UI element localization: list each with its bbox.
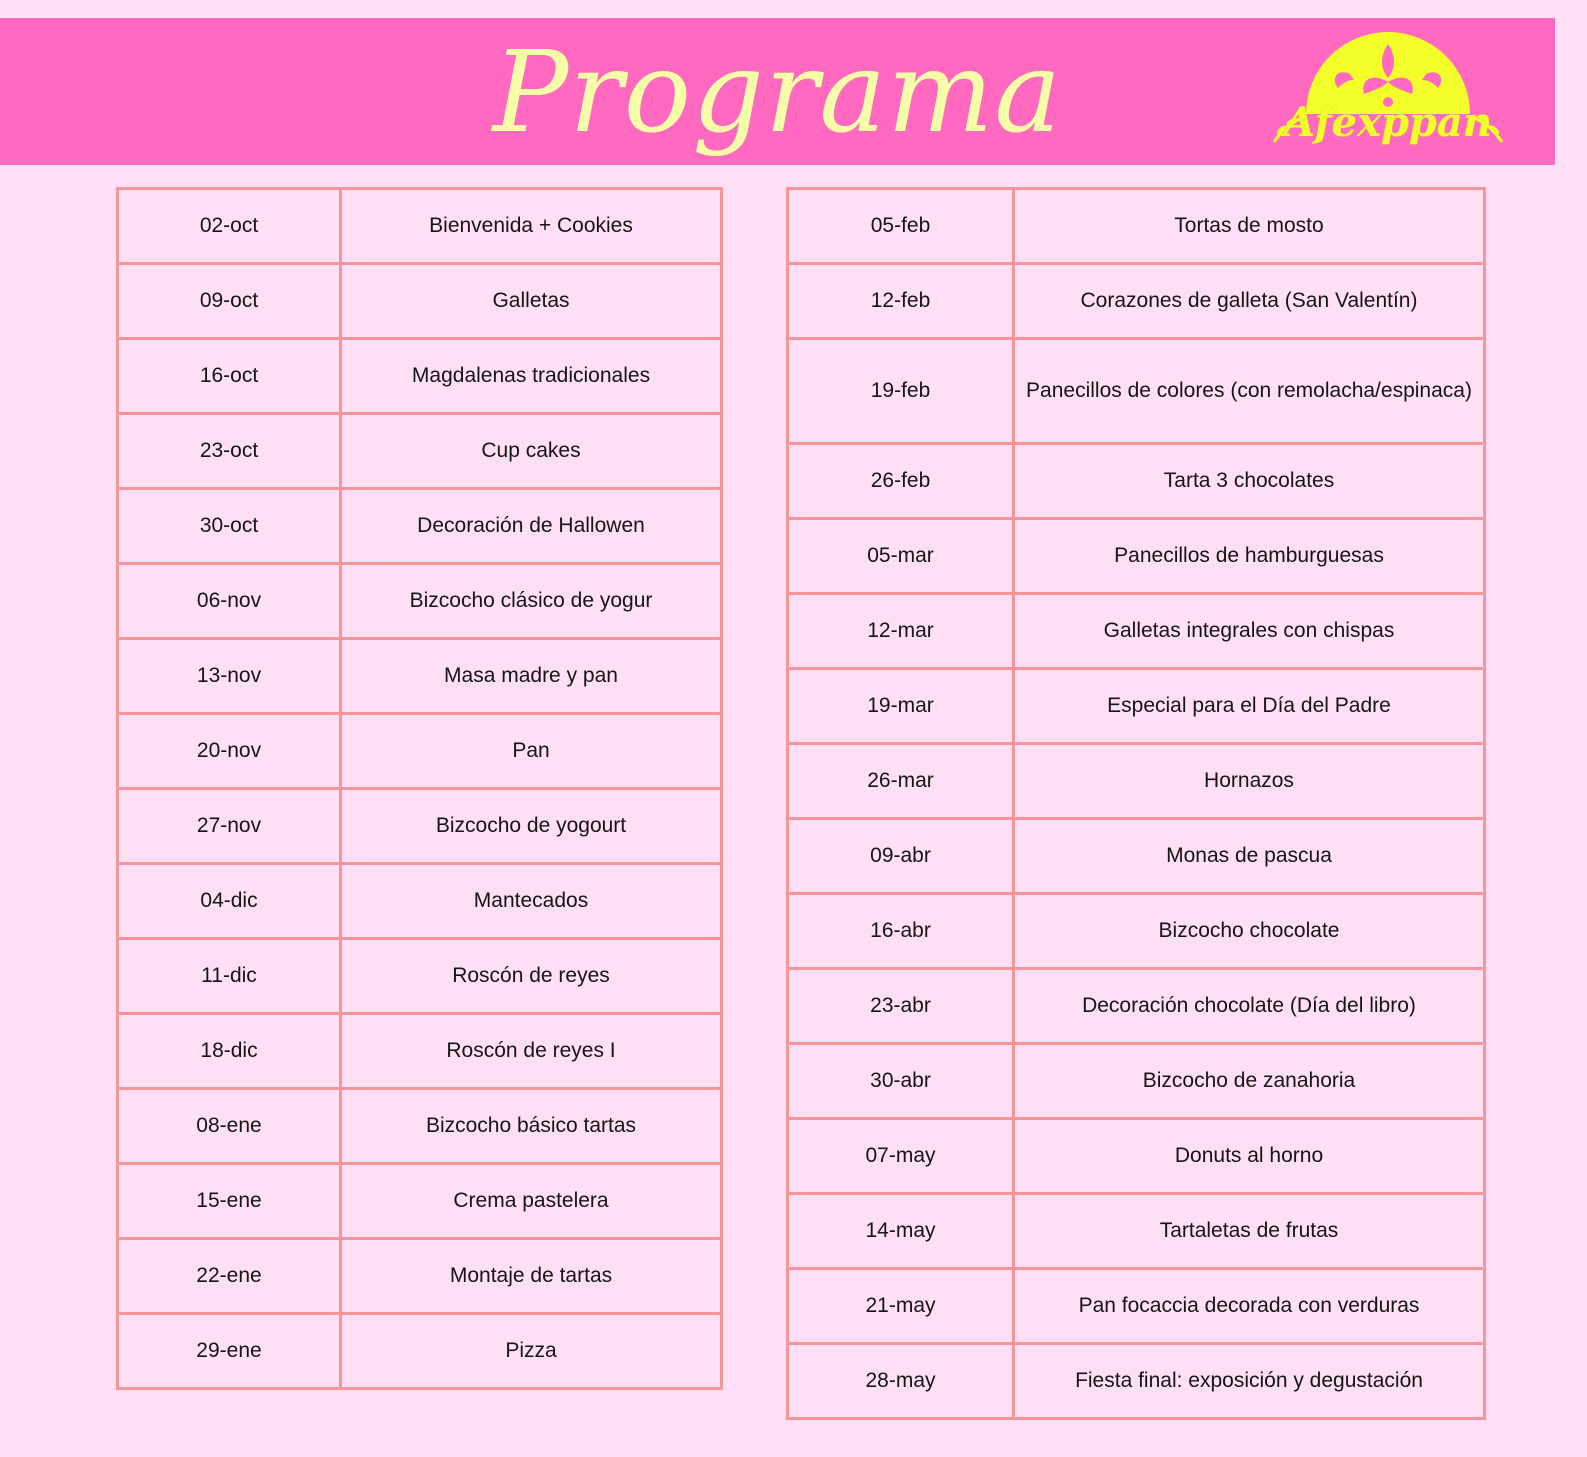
header-banner — [0, 18, 1555, 165]
date-cell: 27-nov — [118, 789, 341, 864]
date-cell: 16-oct — [118, 339, 341, 414]
activity-cell: Tortas de mosto — [1014, 189, 1485, 264]
table-row — [118, 189, 722, 264]
activity-cell: Tarta 3 chocolates — [1014, 444, 1485, 519]
table-row — [788, 669, 1485, 744]
schedule-table-left — [116, 187, 723, 1390]
date-cell: 28-may — [788, 1344, 1014, 1419]
date-cell: 05-mar — [788, 519, 1014, 594]
table-row — [118, 939, 722, 1014]
date-cell: 12-mar — [788, 594, 1014, 669]
activity-cell: Decoración chocolate (Día del libro) — [1014, 969, 1485, 1044]
date-cell: 18-dic — [118, 1014, 341, 1089]
date-cell: 08-ene — [118, 1089, 341, 1164]
activity-cell: Bizcocho de yogourt — [341, 789, 722, 864]
table-row — [788, 1269, 1485, 1344]
date-cell: 05-feb — [788, 189, 1014, 264]
page-title: Programa — [492, 28, 1063, 158]
table-row — [788, 1044, 1485, 1119]
activity-cell: Hornazos — [1014, 744, 1485, 819]
table-row — [788, 189, 1485, 264]
activity-cell: Decoración de Hallowen — [341, 489, 722, 564]
activity-cell: Magdalenas tradicionales — [341, 339, 722, 414]
activity-cell: Pizza — [341, 1314, 722, 1389]
date-cell: 30-abr — [788, 1044, 1014, 1119]
activity-cell: Mantecados — [341, 864, 722, 939]
table-row — [118, 714, 722, 789]
date-cell: 26-feb — [788, 444, 1014, 519]
table-row — [788, 819, 1485, 894]
activity-cell: Roscón de reyes I — [341, 1014, 722, 1089]
date-cell: 23-oct — [118, 414, 341, 489]
table-row — [118, 639, 722, 714]
activity-cell: Bizcocho básico tartas — [341, 1089, 722, 1164]
table-row — [118, 1089, 722, 1164]
table-row — [118, 564, 722, 639]
activity-cell: Montaje de tartas — [341, 1239, 722, 1314]
date-cell: 12-feb — [788, 264, 1014, 339]
table-row — [118, 414, 722, 489]
activity-cell: Especial para el Día del Padre — [1014, 669, 1485, 744]
schedule-table-left-body — [118, 189, 722, 1389]
table-row — [788, 444, 1485, 519]
schedule-table-right — [786, 187, 1486, 1420]
date-cell: 04-dic — [118, 864, 341, 939]
date-cell: 06-nov — [118, 564, 341, 639]
schedule-table-right-body — [788, 189, 1485, 1419]
table-row — [118, 864, 722, 939]
date-cell: 02-oct — [118, 189, 341, 264]
date-cell: 30-oct — [118, 489, 341, 564]
activity-cell: Bizcocho de zanahoria — [1014, 1044, 1485, 1119]
activity-cell: Crema pastelera — [341, 1164, 722, 1239]
date-cell: 26-mar — [788, 744, 1014, 819]
date-cell: 21-may — [788, 1269, 1014, 1344]
table-row — [788, 519, 1485, 594]
table-row — [788, 1119, 1485, 1194]
table-row — [118, 489, 722, 564]
date-cell: 13-nov — [118, 639, 341, 714]
activity-cell: Galletas integrales con chispas — [1014, 594, 1485, 669]
table-row — [118, 1239, 722, 1314]
activity-cell: Monas de pascua — [1014, 819, 1485, 894]
date-cell: 19-feb — [788, 339, 1014, 444]
table-row — [118, 789, 722, 864]
afexppan-logo — [1268, 22, 1508, 162]
table-row — [788, 1344, 1485, 1419]
date-cell: 20-nov — [118, 714, 341, 789]
table-row — [788, 744, 1485, 819]
table-row — [788, 969, 1485, 1044]
table-row — [788, 1194, 1485, 1269]
date-cell: 29-ene — [118, 1314, 341, 1389]
table-row — [118, 1164, 722, 1239]
table-row — [788, 264, 1485, 339]
date-cell: 09-abr — [788, 819, 1014, 894]
activity-cell: Fiesta final: exposición y degustación — [1014, 1344, 1485, 1419]
activity-cell: Tartaletas de frutas — [1014, 1194, 1485, 1269]
date-cell: 14-may — [788, 1194, 1014, 1269]
table-row — [788, 594, 1485, 669]
logo-text: Afexppan — [1284, 99, 1492, 146]
date-cell: 07-may — [788, 1119, 1014, 1194]
activity-cell: Bizcocho chocolate — [1014, 894, 1485, 969]
activity-cell: Corazones de galleta (San Valentín) — [1014, 264, 1485, 339]
activity-cell: Pan focaccia decorada con verduras — [1014, 1269, 1485, 1344]
table-row — [118, 1014, 722, 1089]
table-row — [788, 339, 1485, 444]
activity-cell: Masa madre y pan — [341, 639, 722, 714]
activity-cell: Donuts al horno — [1014, 1119, 1485, 1194]
activity-cell: Panecillos de colores (con remolacha/espinaca) — [1014, 339, 1485, 444]
activity-cell: Pan — [341, 714, 722, 789]
date-cell: 09-oct — [118, 264, 341, 339]
activity-cell: Bizcocho clásico de yogur — [341, 564, 722, 639]
date-cell: 11-dic — [118, 939, 341, 1014]
date-cell: 19-mar — [788, 669, 1014, 744]
date-cell: 16-abr — [788, 894, 1014, 969]
date-cell: 15-ene — [118, 1164, 341, 1239]
table-row — [118, 264, 722, 339]
date-cell: 22-ene — [118, 1239, 341, 1314]
table-row — [788, 894, 1485, 969]
table-row — [118, 339, 722, 414]
date-cell: 23-abr — [788, 969, 1014, 1044]
activity-cell: Roscón de reyes — [341, 939, 722, 1014]
activity-cell: Galletas — [341, 264, 722, 339]
activity-cell: Cup cakes — [341, 414, 722, 489]
activity-cell: Bienvenida + Cookies — [341, 189, 722, 264]
table-row — [118, 1314, 722, 1389]
activity-cell: Panecillos de hamburguesas — [1014, 519, 1485, 594]
